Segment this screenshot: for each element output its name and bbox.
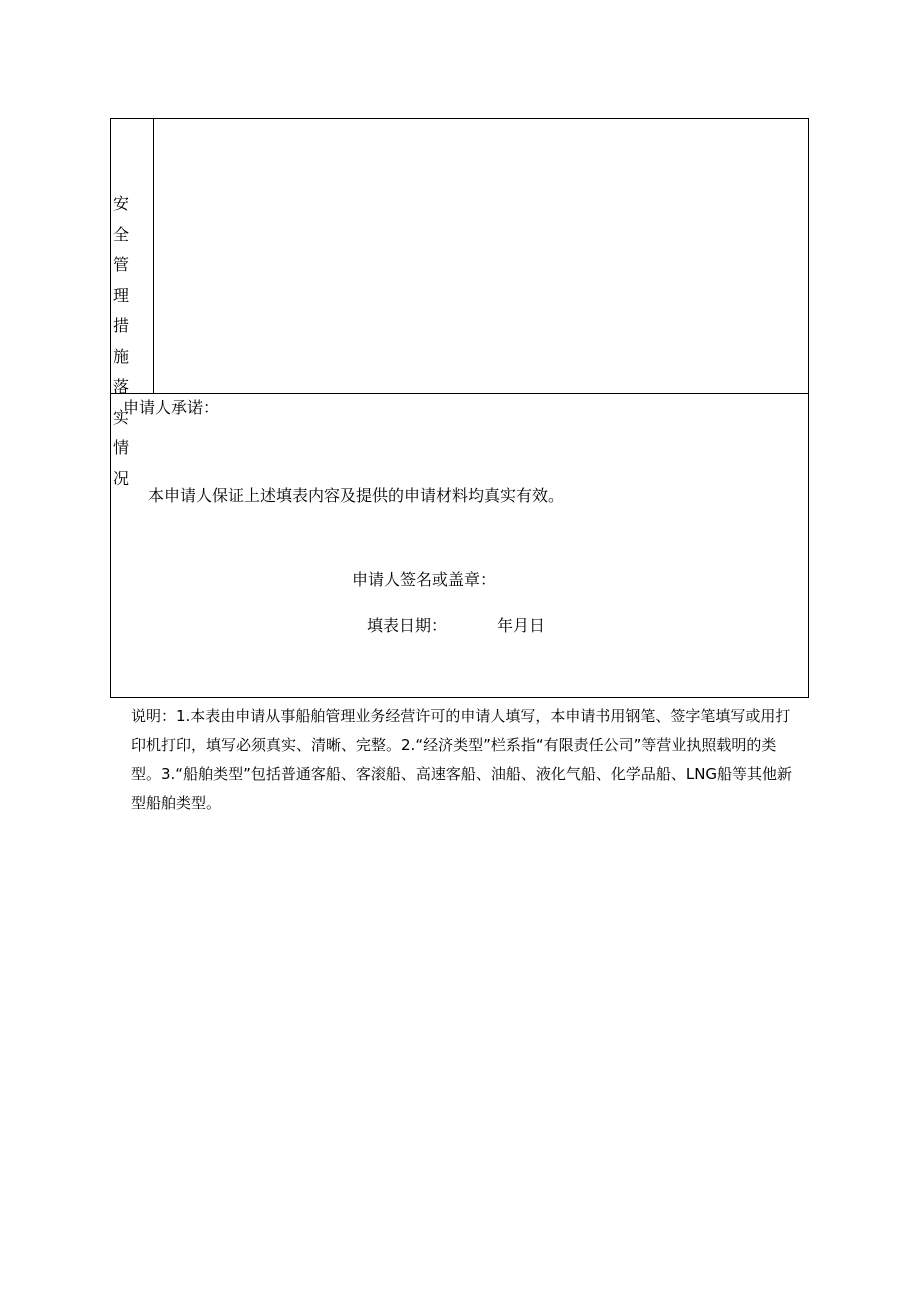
safety-measures-content-cell	[154, 119, 808, 393]
promise-statement: 本申请人保证上述填表内容及提供的申请材料均真实有效。	[148, 486, 565, 505]
application-form-table	[110, 118, 809, 698]
promise-title: 申请人承诺：	[123, 398, 220, 417]
applicant-promise-row	[111, 394, 808, 697]
date-value: 年月日	[497, 616, 546, 635]
safety-measures-label: 安全管理措施落实情况	[113, 194, 136, 488]
form-instructions-note: 说明：1.本表由申请从事船舶管理业务经营许可的申请人填写，本申请书用钢笔、签字笔填写或用打印机打印，填写必须真实、清晰、完整。2.“经济类型”栏系指“有限责任公司”等营业执照载明的类型。3.“船舶类型”包括普通客船、客滚船、高速客船、油船、液化气船、化学品船、LNG船等其他新型船舶类型。	[131, 707, 793, 812]
date-label: 填表日期：	[367, 616, 448, 635]
signature-label: 申请人签名或盖章：	[352, 570, 497, 589]
safety-measures-label-cell	[111, 119, 154, 488]
